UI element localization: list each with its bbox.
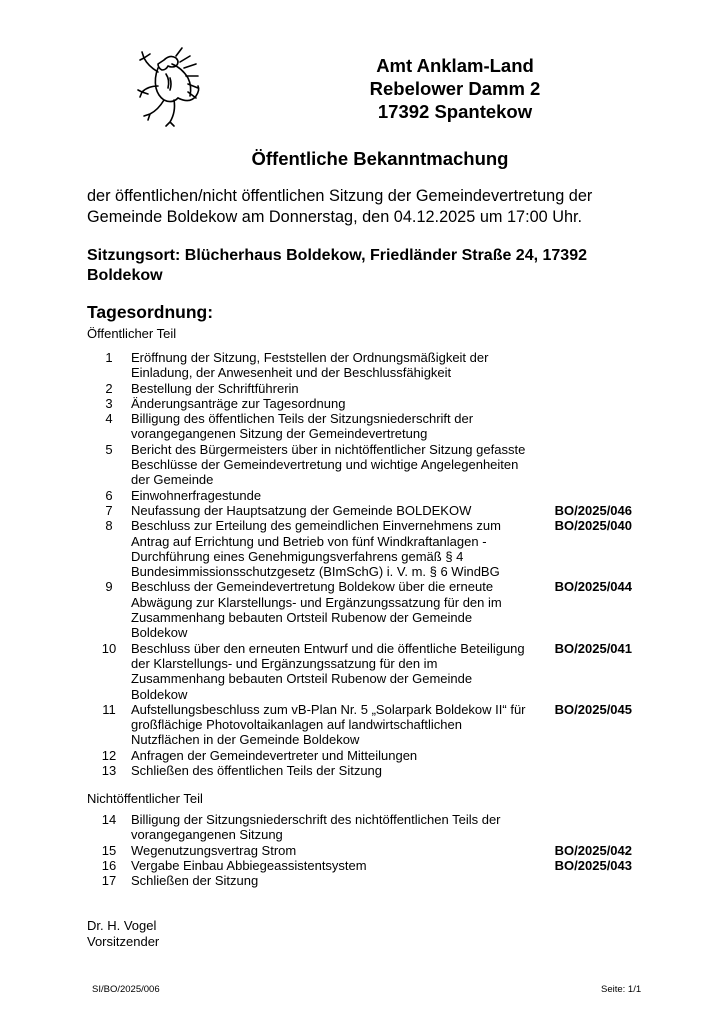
agenda-item-text xyxy=(131,381,541,396)
agenda-item-number: 10 xyxy=(101,640,117,656)
agenda-item-line: Nutzflächen in der Gemeinde Boldekow xyxy=(131,732,360,748)
footer-document-id: SI/BO/2025/006 xyxy=(92,984,160,995)
agenda-item-line: Antrag auf Errichtung und Betrieb von fünf Windkraftanlagen - xyxy=(131,533,487,549)
agenda-item-text xyxy=(131,396,541,411)
agenda-item-number: 13 xyxy=(101,763,117,779)
agenda-item-text xyxy=(131,641,541,702)
footer-page-number: Seite: 1/1 xyxy=(601,984,642,995)
agenda-item xyxy=(87,641,632,702)
signature-block xyxy=(87,918,159,950)
agenda-item-text xyxy=(131,812,541,843)
agenda-item xyxy=(87,702,632,748)
agenda-item xyxy=(87,873,632,888)
agenda-item-line: Anfragen der Gemeindevertreter und Mitteilungen xyxy=(131,747,418,763)
private-agenda-list xyxy=(87,812,632,888)
agenda-item-line: Schließen des öffentlichen Teils der Sitzung xyxy=(131,763,383,779)
agenda-item-line: Beschluss über den erneuten Entwurf und die öffentliche Beteiligung xyxy=(131,640,525,656)
agenda-item-number: 11 xyxy=(102,701,116,717)
agenda-item-text xyxy=(131,411,541,442)
agenda-item-number: 9 xyxy=(105,579,113,595)
agenda-item-number: 14 xyxy=(101,812,117,827)
agenda-item xyxy=(87,748,632,763)
agenda-item-line: Zusammenhang bebauten Ortsteil Rubenow der Gemeinde xyxy=(131,610,473,626)
agenda-item-line: Beschluss der Gemeindevertretung Boldekow über die erneute xyxy=(131,579,494,595)
agenda-item-text xyxy=(131,503,541,518)
agenda-item-line: Boldekow xyxy=(131,625,188,641)
intro-line: Gemeinde Boldekow am Donnerstag, den 04.12.2025 um 17:00 Uhr. xyxy=(87,208,583,226)
agenda-item-number: 5 xyxy=(105,441,113,457)
agenda-item-number: 4 xyxy=(105,411,113,427)
agenda-item-line: Billigung der Sitzungsniederschrift des nichtöffentlichen Teils der xyxy=(131,812,501,827)
agenda-item-text xyxy=(131,843,541,858)
agenda-item-reference: BO/2025/044 xyxy=(554,579,632,595)
agenda-item xyxy=(87,763,632,778)
agenda-item-text xyxy=(131,763,541,778)
agenda-item-number: 15 xyxy=(101,842,117,858)
agenda-item-text xyxy=(131,488,541,503)
agenda-item-line: Vergabe Einbau Abbiegeassistentsystem xyxy=(131,857,367,873)
signatory-role: Vorsitzender xyxy=(87,934,160,949)
agenda-item-line: großflächige Photovoltaikanlagen auf landwirtschaftlichen xyxy=(131,717,462,733)
agenda-item-text xyxy=(131,702,541,748)
agenda-item-reference: BO/2025/046 xyxy=(554,502,632,518)
agenda-item-line: Abwägung zur Klarstellungs- und Ergänzungssatzung für den im xyxy=(131,594,502,610)
agenda-item-line: Schließen der Sitzung xyxy=(131,873,259,889)
org-name: Amt Anklam-Land xyxy=(376,55,534,76)
agenda-item-line: Einwohnerfragestunde xyxy=(131,487,262,503)
agenda-item-line: vorangegangenen Sitzung der Gemeindevertretung xyxy=(131,426,428,442)
agenda-item-line: der Gemeinde xyxy=(131,472,214,488)
agenda-item-line: Zusammenhang bebauten Ortsteil Rubenow der Gemeinde xyxy=(131,671,473,687)
agenda-item-line: Einladung, der Anwesenheit und der Beschlussfähigkeit xyxy=(131,365,452,381)
agenda-item-line: der Klarstellungs- und Ergänzungssatzung für den im xyxy=(131,655,438,671)
agenda-item-number: 2 xyxy=(105,380,113,396)
agenda-item-number: 3 xyxy=(105,395,113,411)
agenda-item xyxy=(87,411,632,442)
agenda-item xyxy=(87,488,632,503)
agenda-item xyxy=(87,843,632,858)
agenda-item-text xyxy=(131,748,541,763)
document-title: Öffentliche Bekanntmachung xyxy=(251,148,509,169)
agenda-item xyxy=(87,812,632,843)
agenda-item-text xyxy=(131,873,541,888)
agenda-item-reference: BO/2025/045 xyxy=(554,701,632,717)
agenda-item-line: Boldekow xyxy=(131,686,188,702)
agenda-item-number: 16 xyxy=(101,857,117,873)
griffin-coat-of-arms-icon xyxy=(112,38,212,138)
agenda-item-reference: BO/2025/040 xyxy=(554,518,632,534)
agenda-item-text xyxy=(131,858,541,873)
agenda-item-number: 7 xyxy=(105,502,113,518)
agenda-item-line: Neufassung der Hauptsatzung der Gemeinde BOLDEKOW xyxy=(131,502,472,518)
agenda-item xyxy=(87,381,632,396)
agenda-item-number: 8 xyxy=(105,518,113,534)
agenda-item-line: Bundesimmissionsschutzgesetz (BImSchG) i. V. m. § 6 WindBG xyxy=(131,564,500,580)
agenda-item-number: 6 xyxy=(105,487,113,503)
agenda-item-line: Bericht des Bürgermeisters über in nichtöffentlicher Sitzung gefasste xyxy=(131,441,526,457)
organization-address xyxy=(330,54,580,123)
agenda-item-line: Beschlüsse der Gemeindevertretung und wichtige Angelegenheiten xyxy=(131,457,519,473)
agenda-item xyxy=(87,396,632,411)
agenda-item-reference: BO/2025/042 xyxy=(554,842,632,858)
agenda-item xyxy=(87,579,632,640)
agenda-item-line: Änderungsanträge zur Tagesordnung xyxy=(131,395,346,411)
public-section-label: Öffentlicher Teil xyxy=(87,326,177,341)
agenda-heading: Tagesordnung: xyxy=(87,302,214,322)
agenda-item-text xyxy=(131,442,541,488)
org-street: Rebelower Damm 2 xyxy=(369,78,541,99)
agenda-item xyxy=(87,350,632,381)
agenda-item-number: 17 xyxy=(101,873,117,889)
agenda-item xyxy=(87,518,632,579)
agenda-item-line: Eröffnung der Sitzung, Feststellen der Ordnungsmäßigkeit der xyxy=(131,350,489,365)
agenda-item-line: Durchführung eines Genehmigungsverfahrens gemäß § 4 xyxy=(131,548,464,564)
agenda-item-text xyxy=(131,350,541,381)
org-city: 17392 Spantekow xyxy=(377,101,533,122)
agenda-item xyxy=(87,503,632,518)
agenda-item xyxy=(87,442,632,488)
agenda-item-line: Billigung des öffentlichen Teils der Sitzungsniederschrift der xyxy=(131,411,474,427)
venue-line: Boldekow xyxy=(87,267,163,284)
venue-line: Sitzungsort: Blücherhaus Boldekow, Friedländer Straße 24, 17392 xyxy=(87,247,587,264)
intro-text xyxy=(87,186,647,228)
agenda-item xyxy=(87,858,632,873)
public-agenda-list xyxy=(87,350,632,778)
agenda-item-number: 1 xyxy=(105,350,113,365)
agenda-item-number: 12 xyxy=(101,747,117,763)
agenda-item-line: Wegenutzungsvertrag Strom xyxy=(131,842,297,858)
agenda-item-reference: BO/2025/043 xyxy=(554,857,632,873)
signatory-name: Dr. H. Vogel xyxy=(87,918,157,933)
intro-line: der öffentlichen/nicht öffentlichen Sitzung der Gemeindevertretung der xyxy=(87,187,593,205)
private-section-label: Nichtöffentlicher Teil xyxy=(87,791,203,806)
agenda-item-line: Bestellung der Schriftführerin xyxy=(131,380,299,396)
agenda-item-reference: BO/2025/041 xyxy=(554,640,632,656)
agenda-item-text xyxy=(131,579,541,640)
agenda-item-text xyxy=(131,518,541,579)
agenda-item-line: Beschluss zur Erteilung des gemeindlichen Einvernehmens zum xyxy=(131,518,501,534)
agenda-item-line: Aufstellungsbeschluss zum vB-Plan Nr. 5 „Solarpark Boldekow II“ für xyxy=(131,701,526,717)
meeting-venue xyxy=(87,246,647,286)
agenda-item-line: vorangegangenen Sitzung xyxy=(131,827,283,843)
